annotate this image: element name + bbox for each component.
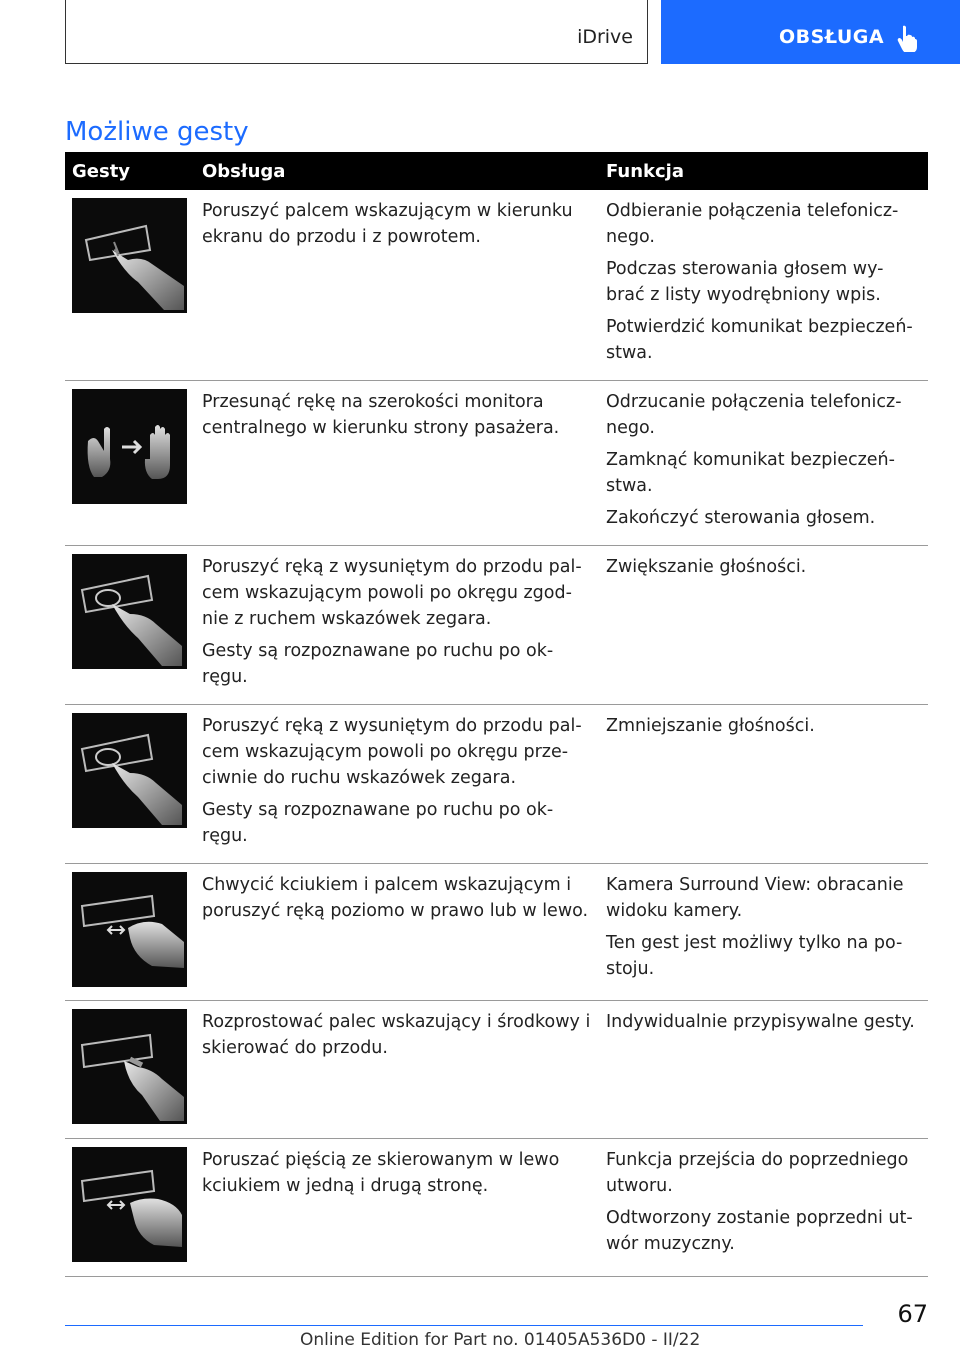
gestures-table	[65, 152, 928, 1277]
page-number: 67	[897, 1300, 928, 1328]
finger-point-forward-back-icon	[72, 198, 187, 313]
hand-touch-icon	[897, 24, 919, 52]
function-text: Kamera Surround View: obracanie widoku kamery.	[606, 875, 904, 921]
operation-text: Gesty są rozpoznawane po ruchu po ok-ręgu.	[202, 641, 554, 687]
operation-text: Poruszyć ręką z wysuniętym do przodu pal-cem wskazującym powoli po okręgu prze-ciwnie do ruchu wskazówek zegara.	[202, 716, 582, 788]
table-row	[65, 381, 928, 546]
header-tab	[661, 0, 960, 64]
table-row	[65, 1001, 928, 1139]
operation-text: Poruszać pięścią ze skierowanym w lewo kciukiem w jedną i drugą stronę.	[202, 1150, 560, 1196]
operation-text: Chwycić kciukiem i palcem wskazującym i poruszyć ręką poziomo w prawo lub w lewo.	[202, 875, 589, 921]
operation-text: Przesunąć rękę na szerokości monitora centralnego w kierunku strony pasażera.	[202, 392, 560, 438]
function-text: Odrzucanie połączenia telefonicz-nego.	[606, 392, 902, 438]
two-fingers-forward-icon	[72, 1009, 187, 1124]
fist-thumb-swipe-icon	[72, 1147, 187, 1262]
hand-swipe-right-icon	[72, 389, 187, 504]
operation-text: Gesty są rozpoznawane po ruchu po ok-ręgu.	[202, 800, 554, 846]
operation-text: Rozprostować palec wskazujący i środkowy i skierować do przodu.	[202, 1012, 591, 1058]
header-section-box	[65, 0, 648, 64]
page-title: Możliwe gesty	[65, 117, 249, 148]
pinch-move-horizontal-icon	[72, 872, 187, 987]
function-text: Potwierdzić komunikat bezpieczeń-stwa.	[606, 317, 913, 363]
table-row	[65, 864, 928, 1001]
function-text: Funkcja przejścia do poprzedniego utworu.	[606, 1150, 909, 1196]
table-row	[65, 190, 928, 381]
function-text: Podczas sterowania głosem wy-brać z listy wyodrębniony wpis.	[606, 259, 884, 305]
operation-text: Poruszyć palcem wskazującym w kierunku ekranu do przodu i z powrotem.	[202, 201, 573, 247]
function-text: Odtworzony zostanie poprzedni ut-wór muzyczny.	[606, 1208, 913, 1254]
column-header-operation: Obsługa	[195, 152, 599, 190]
function-text: Zwiększanie głośności.	[606, 557, 807, 577]
table-row	[65, 1139, 928, 1277]
header-tab-label: OBSŁUGA	[779, 26, 885, 48]
function-text: Odbieranie połączenia telefonicz-nego.	[606, 201, 899, 247]
header-section-label: iDrive	[577, 26, 633, 48]
table-row	[65, 546, 928, 705]
column-header-function: Funkcja	[599, 152, 928, 190]
finger-circle-counterclockwise-icon	[72, 713, 187, 828]
operation-text: Poruszyć ręką z wysuniętym do przodu pal-cem wskazującym powoli po okręgu zgod-nie z ruchem wskazówek zegara.	[202, 557, 582, 629]
finger-circle-clockwise-icon	[72, 554, 187, 669]
table-header-row	[65, 152, 928, 190]
table-row	[65, 705, 928, 864]
function-text: Ten gest jest możliwy tylko na po-stoju.	[606, 933, 903, 979]
column-header-gestures: Gesty	[65, 152, 195, 190]
footer-edition: Online Edition for Part no. 01405A536D0 - II/22	[300, 1330, 701, 1350]
function-text: Zamknąć komunikat bezpieczeń-stwa.	[606, 450, 895, 496]
function-text: Indywidualnie przypisywalne gesty.	[606, 1012, 915, 1032]
function-text: Zakończyć sterowania głosem.	[606, 508, 876, 528]
function-text: Zmniejszanie głośności.	[606, 716, 815, 736]
footer-divider	[65, 1325, 863, 1326]
